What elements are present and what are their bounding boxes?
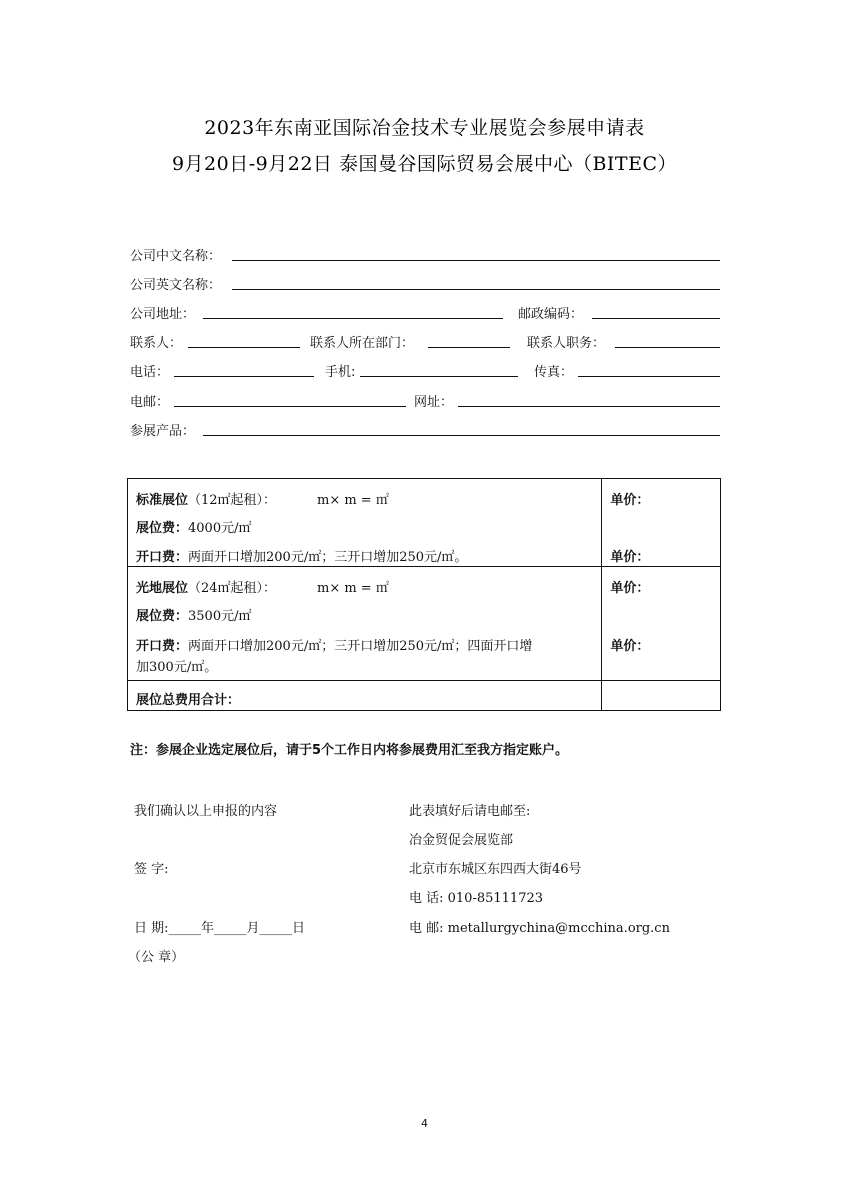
- fax-field[interactable]: [578, 376, 720, 377]
- standard-unit-price-label: 单价：: [610, 493, 650, 508]
- raw-open-value-2: 加300元/㎡。: [136, 660, 218, 675]
- document-subtitle: 9月20日-9月22日 泰国曼谷国际贸易会展中心（BITEC）: [171, 153, 678, 175]
- raw-open-unit-price-label: 单价：: [610, 639, 650, 654]
- raw-space-spec: （24㎡起租）：: [188, 581, 277, 596]
- standard-booth-cell: [128, 479, 602, 567]
- mobile-label: 手机:: [325, 365, 356, 380]
- standard-booth-label: 标准展位: [136, 493, 189, 508]
- address-row: [130, 301, 720, 323]
- phone-field[interactable]: [174, 376, 314, 377]
- standard-open-unit-price-label: 单价：: [610, 550, 650, 565]
- raw-space-label: 光地展位: [136, 581, 189, 596]
- standard-open-label: 开口费：: [136, 550, 189, 565]
- position-label: 联系人职务：: [527, 336, 606, 351]
- position-field[interactable]: [615, 347, 720, 348]
- phone-label: 电话：: [130, 365, 170, 380]
- total-label: 展位总费用合计：: [136, 693, 241, 708]
- standard-fee-value: 4000元/㎡: [188, 521, 252, 536]
- contact-field[interactable]: [188, 347, 300, 348]
- raw-open-label: 开口费：: [136, 639, 189, 654]
- website-field[interactable]: [458, 406, 720, 407]
- raw-open-value-1: 两面开口增加200元/㎡；三开口增加250元/㎡；四面开口增: [188, 639, 533, 654]
- address-label: 公司地址：: [130, 307, 196, 322]
- total-cell: [128, 681, 602, 711]
- raw-fee-value: 3500元/㎡: [188, 609, 252, 624]
- sign-label: 签 字:: [134, 862, 169, 877]
- confirm-text: 我们确认以上申报的内容: [134, 804, 278, 819]
- document-title: 2023年东南亚国际冶金技术专业展览会参展申请表: [204, 117, 645, 139]
- raw-space-formula[interactable]: m× m = ㎡: [317, 581, 389, 596]
- mobile-field[interactable]: [360, 376, 518, 377]
- company-en-row: [130, 272, 720, 294]
- address-field[interactable]: [203, 318, 503, 319]
- date-line: 日 期:_____年_____月_____日: [134, 921, 306, 936]
- organizer-dept: 冶金贸促会展览部: [409, 833, 514, 848]
- phone-row: [130, 359, 720, 381]
- send-to-text: 此表填好后请电邮至:: [409, 804, 531, 819]
- company-en-label: 公司英文名称：: [130, 278, 222, 293]
- website-label: 网址：: [414, 395, 454, 410]
- department-label: 联系人所在部门：: [310, 336, 415, 351]
- company-cn-field[interactable]: [232, 260, 720, 261]
- contact-label: 联系人：: [130, 336, 183, 351]
- standard-booth-formula[interactable]: m× m = ㎡: [317, 493, 389, 508]
- postcode-field[interactable]: [592, 318, 720, 319]
- seal-label: （公 章）: [128, 950, 185, 965]
- company-cn-label: 公司中文名称：: [130, 249, 222, 264]
- contact-row: [130, 330, 720, 352]
- organizer-phone: 电 话: 010-85111723: [409, 891, 544, 906]
- raw-fee-label: 展位费：: [136, 609, 189, 624]
- standard-booth-spec: （12㎡起租）：: [188, 493, 277, 508]
- raw-space-cell: [128, 567, 602, 681]
- products-field[interactable]: [203, 435, 720, 436]
- department-field[interactable]: [428, 347, 510, 348]
- email-field[interactable]: [174, 406, 406, 407]
- company-en-field[interactable]: [232, 289, 720, 290]
- booth-table: [127, 478, 721, 711]
- products-label: 参展产品：: [130, 424, 196, 439]
- standard-open-value: 两面开口增加200元/㎡；三开口增加250元/㎡。: [188, 550, 468, 565]
- total-value-cell[interactable]: [602, 681, 721, 711]
- email-label: 电邮：: [130, 395, 170, 410]
- company-cn-row: [130, 243, 720, 265]
- raw-price-cell: [602, 567, 721, 681]
- organizer-email: 电 邮: metallurgychina@mcchina.org.cn: [409, 921, 670, 936]
- postcode-label: 邮政编码：: [518, 307, 584, 322]
- standard-price-cell: [602, 479, 721, 567]
- organizer-address: 北京市东城区东四西大街46号: [409, 862, 582, 877]
- standard-fee-label: 展位费：: [136, 521, 189, 536]
- payment-note: 注：参展企业选定展位后，请于5个工作日内将参展费用汇至我方指定账户。: [130, 743, 569, 758]
- email-row: [130, 389, 720, 411]
- raw-unit-price-label: 单价：: [610, 581, 650, 596]
- fax-label: 传真：: [534, 365, 574, 380]
- page-number: 4: [421, 1117, 428, 1130]
- products-row: [130, 418, 720, 440]
